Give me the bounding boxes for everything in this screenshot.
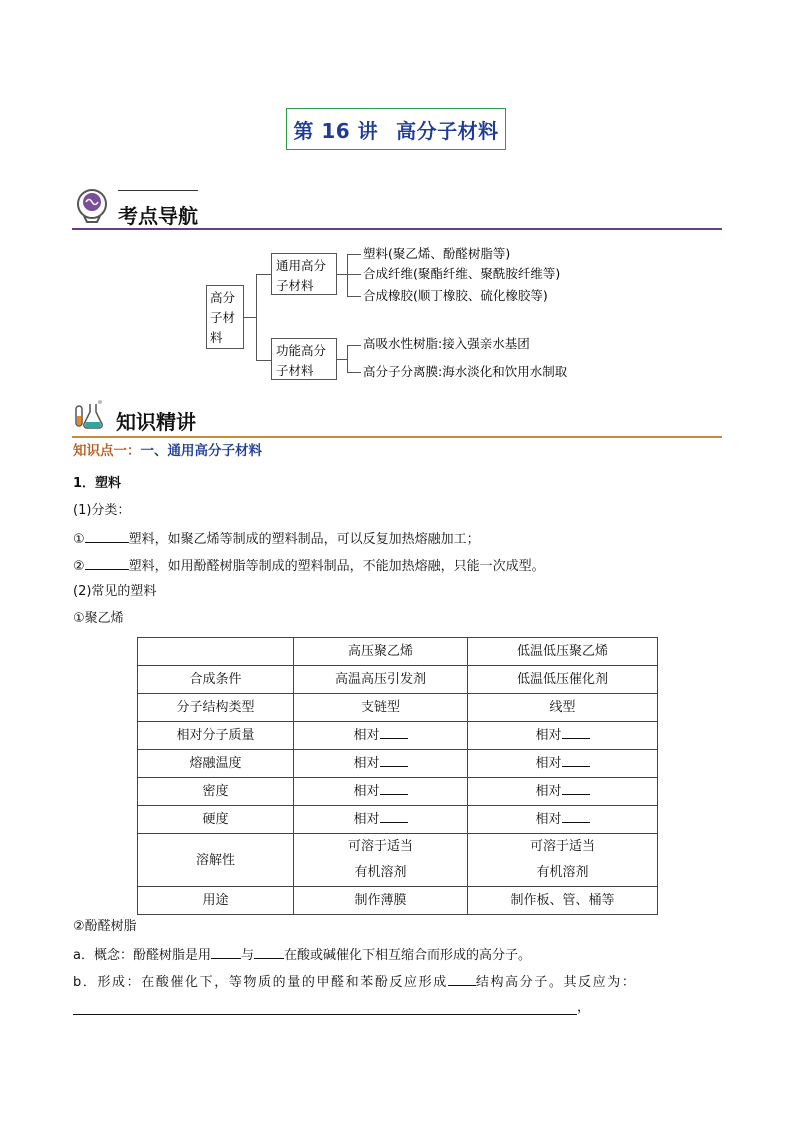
table-row bbox=[138, 750, 658, 778]
mindmap-root-line3: 料 bbox=[210, 330, 223, 345]
text-segment: 与 bbox=[240, 948, 254, 963]
cell-text: 相对 bbox=[353, 728, 380, 743]
blank bbox=[380, 724, 408, 739]
table-row bbox=[138, 722, 658, 750]
table-cell bbox=[294, 806, 468, 834]
table-row bbox=[138, 694, 658, 722]
table-cell bbox=[468, 750, 658, 778]
header-top-line bbox=[118, 190, 198, 191]
item-text: 塑料，如聚乙烯等制成的塑料制品，可以反复加热熔融加工； bbox=[128, 532, 480, 547]
blank bbox=[380, 752, 408, 767]
table-cell: 低温低压聚乙烯 bbox=[468, 638, 658, 666]
table-cell: 合成条件 bbox=[138, 666, 294, 694]
table-cell: 分子结构类型 bbox=[138, 694, 294, 722]
lecture-topic: 高分子材料 bbox=[396, 118, 499, 143]
table-row bbox=[138, 806, 658, 834]
table-cell: 制作薄膜 bbox=[294, 887, 468, 915]
classify-label: (1)分类： bbox=[73, 503, 131, 518]
knowledge-point-label: 知识点一： bbox=[73, 443, 141, 459]
brain-icon bbox=[74, 188, 110, 224]
table-cell bbox=[138, 638, 294, 666]
cell-text: 相对 bbox=[353, 812, 380, 827]
knowledge-point-heading bbox=[73, 441, 262, 462]
mindmap-item: 合成纤维(聚酯纤维、聚酰胺纤维等) bbox=[363, 266, 561, 281]
item-prefix: ② bbox=[73, 559, 85, 574]
blank bbox=[562, 752, 590, 767]
table-cell: 熔融温度 bbox=[138, 750, 294, 778]
table-cell bbox=[294, 778, 468, 806]
section-header-navigation bbox=[72, 186, 722, 230]
item-prefix: ① bbox=[73, 532, 85, 547]
plastics-heading: 1．塑料 bbox=[73, 476, 122, 491]
phenolic-formation bbox=[73, 971, 636, 993]
cell-text: 相对 bbox=[535, 728, 562, 743]
polyethylene-table bbox=[137, 637, 658, 915]
table-cell bbox=[468, 778, 658, 806]
table-cell bbox=[294, 722, 468, 750]
table-cell: 高压聚乙烯 bbox=[294, 638, 468, 666]
answer-line-end: ， bbox=[577, 1000, 591, 1015]
lecture-number: 第 16 讲 bbox=[293, 118, 379, 143]
section-rule bbox=[72, 436, 722, 438]
cell-text: 相对 bbox=[535, 812, 562, 827]
table-cell: 溶解性 bbox=[138, 834, 294, 887]
table-cell bbox=[468, 834, 658, 887]
branch-functional-line2: 子材料 bbox=[276, 363, 314, 378]
page-title bbox=[286, 108, 506, 150]
table-row bbox=[138, 778, 658, 806]
section-rule bbox=[72, 228, 722, 230]
text-segment: b．形成：在酸催化下，等物质的量的甲醛和苯酚反应形成 bbox=[73, 975, 448, 990]
mindmap-root bbox=[206, 285, 244, 349]
mindmap-root-line2: 子材 bbox=[210, 310, 236, 325]
blank bbox=[380, 780, 408, 795]
table-cell: 线型 bbox=[468, 694, 658, 722]
cell-text: 相对 bbox=[353, 756, 380, 771]
answer-line bbox=[73, 1014, 577, 1015]
cell-text: 可溶于适当 bbox=[529, 839, 595, 854]
table-cell: 密度 bbox=[138, 778, 294, 806]
mindmap-item: 塑料(聚乙烯、酚醛树脂等) bbox=[363, 246, 511, 261]
blank bbox=[85, 528, 129, 543]
text-segment: 结构高分子。其反应为： bbox=[475, 975, 637, 990]
branch-general-line1: 通用高分 bbox=[276, 258, 327, 273]
cell-text: 有机溶剂 bbox=[536, 865, 589, 880]
blank bbox=[562, 780, 590, 795]
polyethylene-label: ①聚乙烯 bbox=[73, 611, 124, 626]
cell-text: 相对 bbox=[535, 784, 562, 799]
knowledge-point-title: 一、通用高分子材料 bbox=[140, 443, 262, 459]
phenolic-concept bbox=[73, 944, 531, 966]
table-header-row bbox=[138, 638, 658, 666]
classify-item-1 bbox=[73, 528, 480, 550]
phenolic-label: ②酚醛树脂 bbox=[73, 919, 137, 934]
common-plastics-label: (2)常见的塑料 bbox=[73, 584, 157, 599]
text-segment: 在酸或碱催化下相互缩合而形成的高分子。 bbox=[283, 948, 531, 963]
table-cell: 制作板、管、桶等 bbox=[468, 887, 658, 915]
table-cell: 用途 bbox=[138, 887, 294, 915]
cell-text: 相对 bbox=[353, 784, 380, 799]
mindmap-item: 高分子分离膜:海水淡化和饮用水制取 bbox=[363, 364, 568, 379]
lab-flask-icon bbox=[72, 396, 108, 432]
table-row bbox=[138, 666, 658, 694]
blank bbox=[85, 555, 129, 570]
table-cell bbox=[468, 722, 658, 750]
section-title: 考点导航 bbox=[118, 204, 198, 228]
table-cell: 低温低压催化剂 bbox=[468, 666, 658, 694]
table-row bbox=[138, 887, 658, 915]
cell-text: 相对 bbox=[535, 756, 562, 771]
section-header-knowledge bbox=[72, 396, 722, 438]
mindmap-item: 合成橡胶(顺丁橡胶、硫化橡胶等) bbox=[363, 288, 548, 303]
cell-text: 可溶于适当 bbox=[347, 839, 413, 854]
item-text: 塑料，如用酚醛树脂等制成的塑料制品，不能加热熔融，只能一次成型。 bbox=[128, 559, 545, 574]
mindmap-branch-functional bbox=[271, 338, 337, 380]
table-cell bbox=[294, 834, 468, 887]
blank bbox=[211, 944, 241, 959]
branch-functional-line1: 功能高分 bbox=[276, 343, 327, 358]
blank bbox=[380, 808, 408, 823]
classify-item-2 bbox=[73, 555, 545, 577]
table-cell: 支链型 bbox=[294, 694, 468, 722]
table-cell bbox=[294, 750, 468, 778]
table-row bbox=[138, 834, 658, 887]
blank bbox=[562, 724, 590, 739]
table-cell: 硬度 bbox=[138, 806, 294, 834]
branch-general-line2: 子材料 bbox=[276, 278, 314, 293]
mindmap-item: 高吸水性树脂:接入强亲水基团 bbox=[363, 336, 530, 351]
table-cell bbox=[468, 806, 658, 834]
cell-text: 有机溶剂 bbox=[354, 865, 407, 880]
blank bbox=[254, 944, 284, 959]
blank bbox=[448, 971, 476, 986]
table-cell: 高温高压引发剂 bbox=[294, 666, 468, 694]
mindmap-root-line1: 高分 bbox=[210, 290, 236, 305]
mindmap-branch-general bbox=[271, 253, 337, 295]
blank bbox=[562, 808, 590, 823]
section-title: 知识精讲 bbox=[116, 410, 196, 434]
table-cell: 相对分子质量 bbox=[138, 722, 294, 750]
text-segment: a．概念：酚醛树脂是用 bbox=[73, 948, 211, 963]
